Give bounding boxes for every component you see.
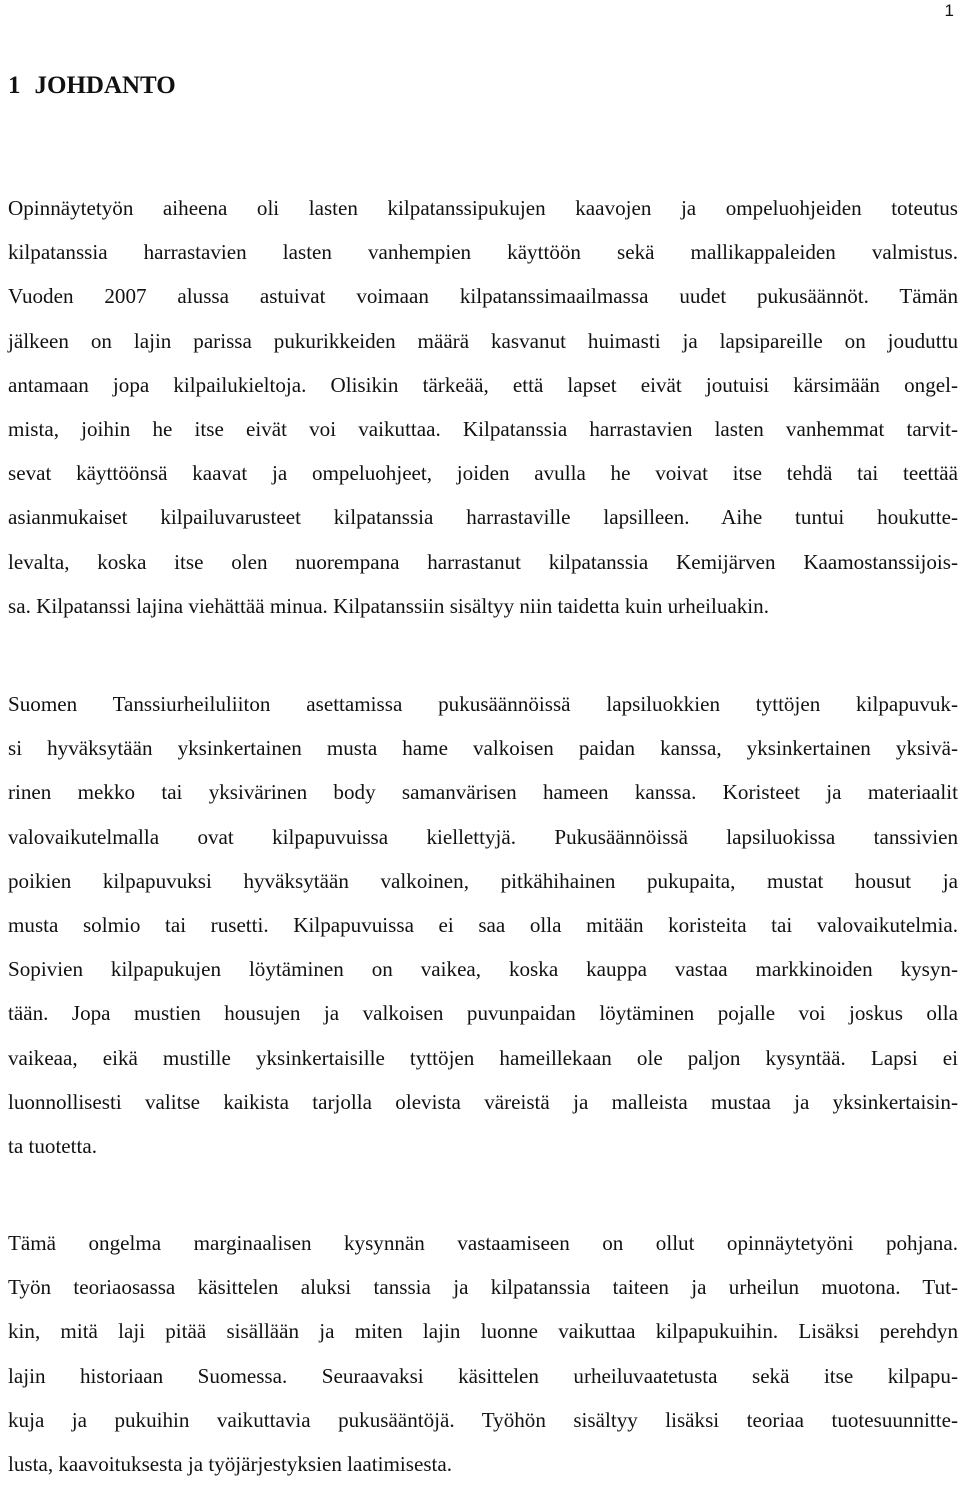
paragraph-line: Vuoden 2007 alussa astuivat voimaan kilpatanssimaailmassa uudet pukusäännöt. Tämän [8, 284, 958, 309]
paragraph-line: antamaan jopa kilpailukieltoja. Olisikin tärkeää, että lapset eivät joutuisi kärsimään ongel- [8, 372, 958, 397]
paragraph-line: Tämä ongelma marginaalisen kysynnän vastaamiseen on ollut opinnäytetyöni pohjana. [8, 1231, 958, 1255]
paragraph-line: kin, mitä laji pitää sisällään ja miten lajin luonne vaikuttaa kilpapukuihin. Lisäksi perehdyn [8, 1319, 958, 1344]
paragraph-line: ta tuotetta. [8, 1134, 98, 1159]
paragraph-line: kilpatanssia harrastavien lasten vanhempien käyttöön sekä mallikappaleiden valmistus. [8, 240, 958, 265]
paragraph-line: sevat käyttöönsä kaavat ja ompeluohjeet, joiden avulla he voivat itse tehdä tai teettää [8, 461, 958, 486]
paragraph-line: mista, joihin he itse eivät voi vaikuttaa. Kilpatanssia harrastavien lasten vanhemmat tarvit- [8, 417, 958, 442]
paragraph-3 [8, 1221, 958, 1486]
paragraph-line: Suomen Tanssiurheiluliiton asettamissa pukusäännöissä lapsiluokkien tyttöjen kilpapuvuk- [8, 692, 958, 716]
paragraph-line: kuja ja pukuihin vaikuttavia pukusääntöjä. Työhön sisältyy lisäksi teoriaa tuotesuunnitte- [8, 1407, 958, 1432]
paragraph-line: luonnollisesti valitse kaikista tarjolla olevista väreistä ja malleista mustaa ja yksinkertaisin- [8, 1089, 958, 1114]
paragraph-line: poikien kilpapuvuksi hyväksytään valkoinen, pitkähihainen pukupaita, mustat housut ja [8, 868, 958, 893]
paragraph-line: valovaikutelmalla ovat kilpapuvuissa kiellettyjä. Pukusäännöissä lapsiluokissa tanssivien [8, 824, 958, 849]
paragraph-line: si hyväksytään yksinkertainen musta hame valkoisen paidan kanssa, yksinkertainen yksivä- [8, 736, 958, 761]
paragraph-1 [8, 186, 958, 628]
chapter-number: 1 [8, 72, 21, 99]
page-number: 1 [944, 1, 954, 20]
paragraph-line: tään. Jopa mustien housujen ja valkoisen puvunpaidan löytäminen pojalle voi joskus olla [8, 1001, 958, 1026]
paragraph-line: Sopivien kilpapukujen löytäminen on vaikea, koska kauppa vastaa markkinoiden kysyn- [8, 957, 958, 982]
chapter-title: JOHDANTO [34, 72, 176, 99]
paragraph-line: sa. Kilpatanssi lajina viehättää minua. Kilpatanssiin sisältyy niin taidetta kuin urheiluakin. [8, 593, 769, 618]
paragraph-line: vaikeaa, eikä mustille yksinkertaisille tyttöjen hameillekaan ole paljon kysyntää. Lapsi ei [8, 1045, 958, 1070]
chapter-heading [8, 70, 176, 102]
paragraph-line: jälkeen on lajin parissa pukurikkeiden määrä kasvanut huimasti ja lapsipareille on jouduttu [8, 328, 958, 353]
paragraph-line: musta solmio tai rusetti. Kilpapuvuissa ei saa olla mitään koristeita tai valovaikutelmia. [8, 913, 958, 938]
paragraph-line: lajin historiaan Suomessa. Seuraavaksi käsittelen urheiluvaatetusta sekä itse kilpapu- [8, 1363, 958, 1388]
paragraph-line: Työn teoriaosassa käsittelen aluksi tanssia ja kilpatanssia taiteen ja urheilun muotona. Tut- [8, 1275, 958, 1300]
paragraph-2 [8, 682, 958, 1168]
paragraph-line: asianmukaiset kilpailuvarusteet kilpatanssia harrastaville lapsilleen. Aihe tuntui houkutte- [8, 505, 958, 530]
paragraph-line: lusta, kaavoituksesta ja työjärjestyksien laatimisesta. [8, 1452, 453, 1477]
paragraph-line: Opinnäytetyön aiheena oli lasten kilpatanssipukujen kaavojen ja ompeluohjeiden toteutus [8, 196, 958, 220]
paragraph-line: rinen mekko tai yksivärinen body samanvärisen hameen kanssa. Koristeet ja materiaalit [8, 780, 958, 805]
paragraph-line: levalta, koska itse olen nuorempana harrastanut kilpatanssia Kemijärven Kaamostanssijois- [8, 549, 958, 574]
